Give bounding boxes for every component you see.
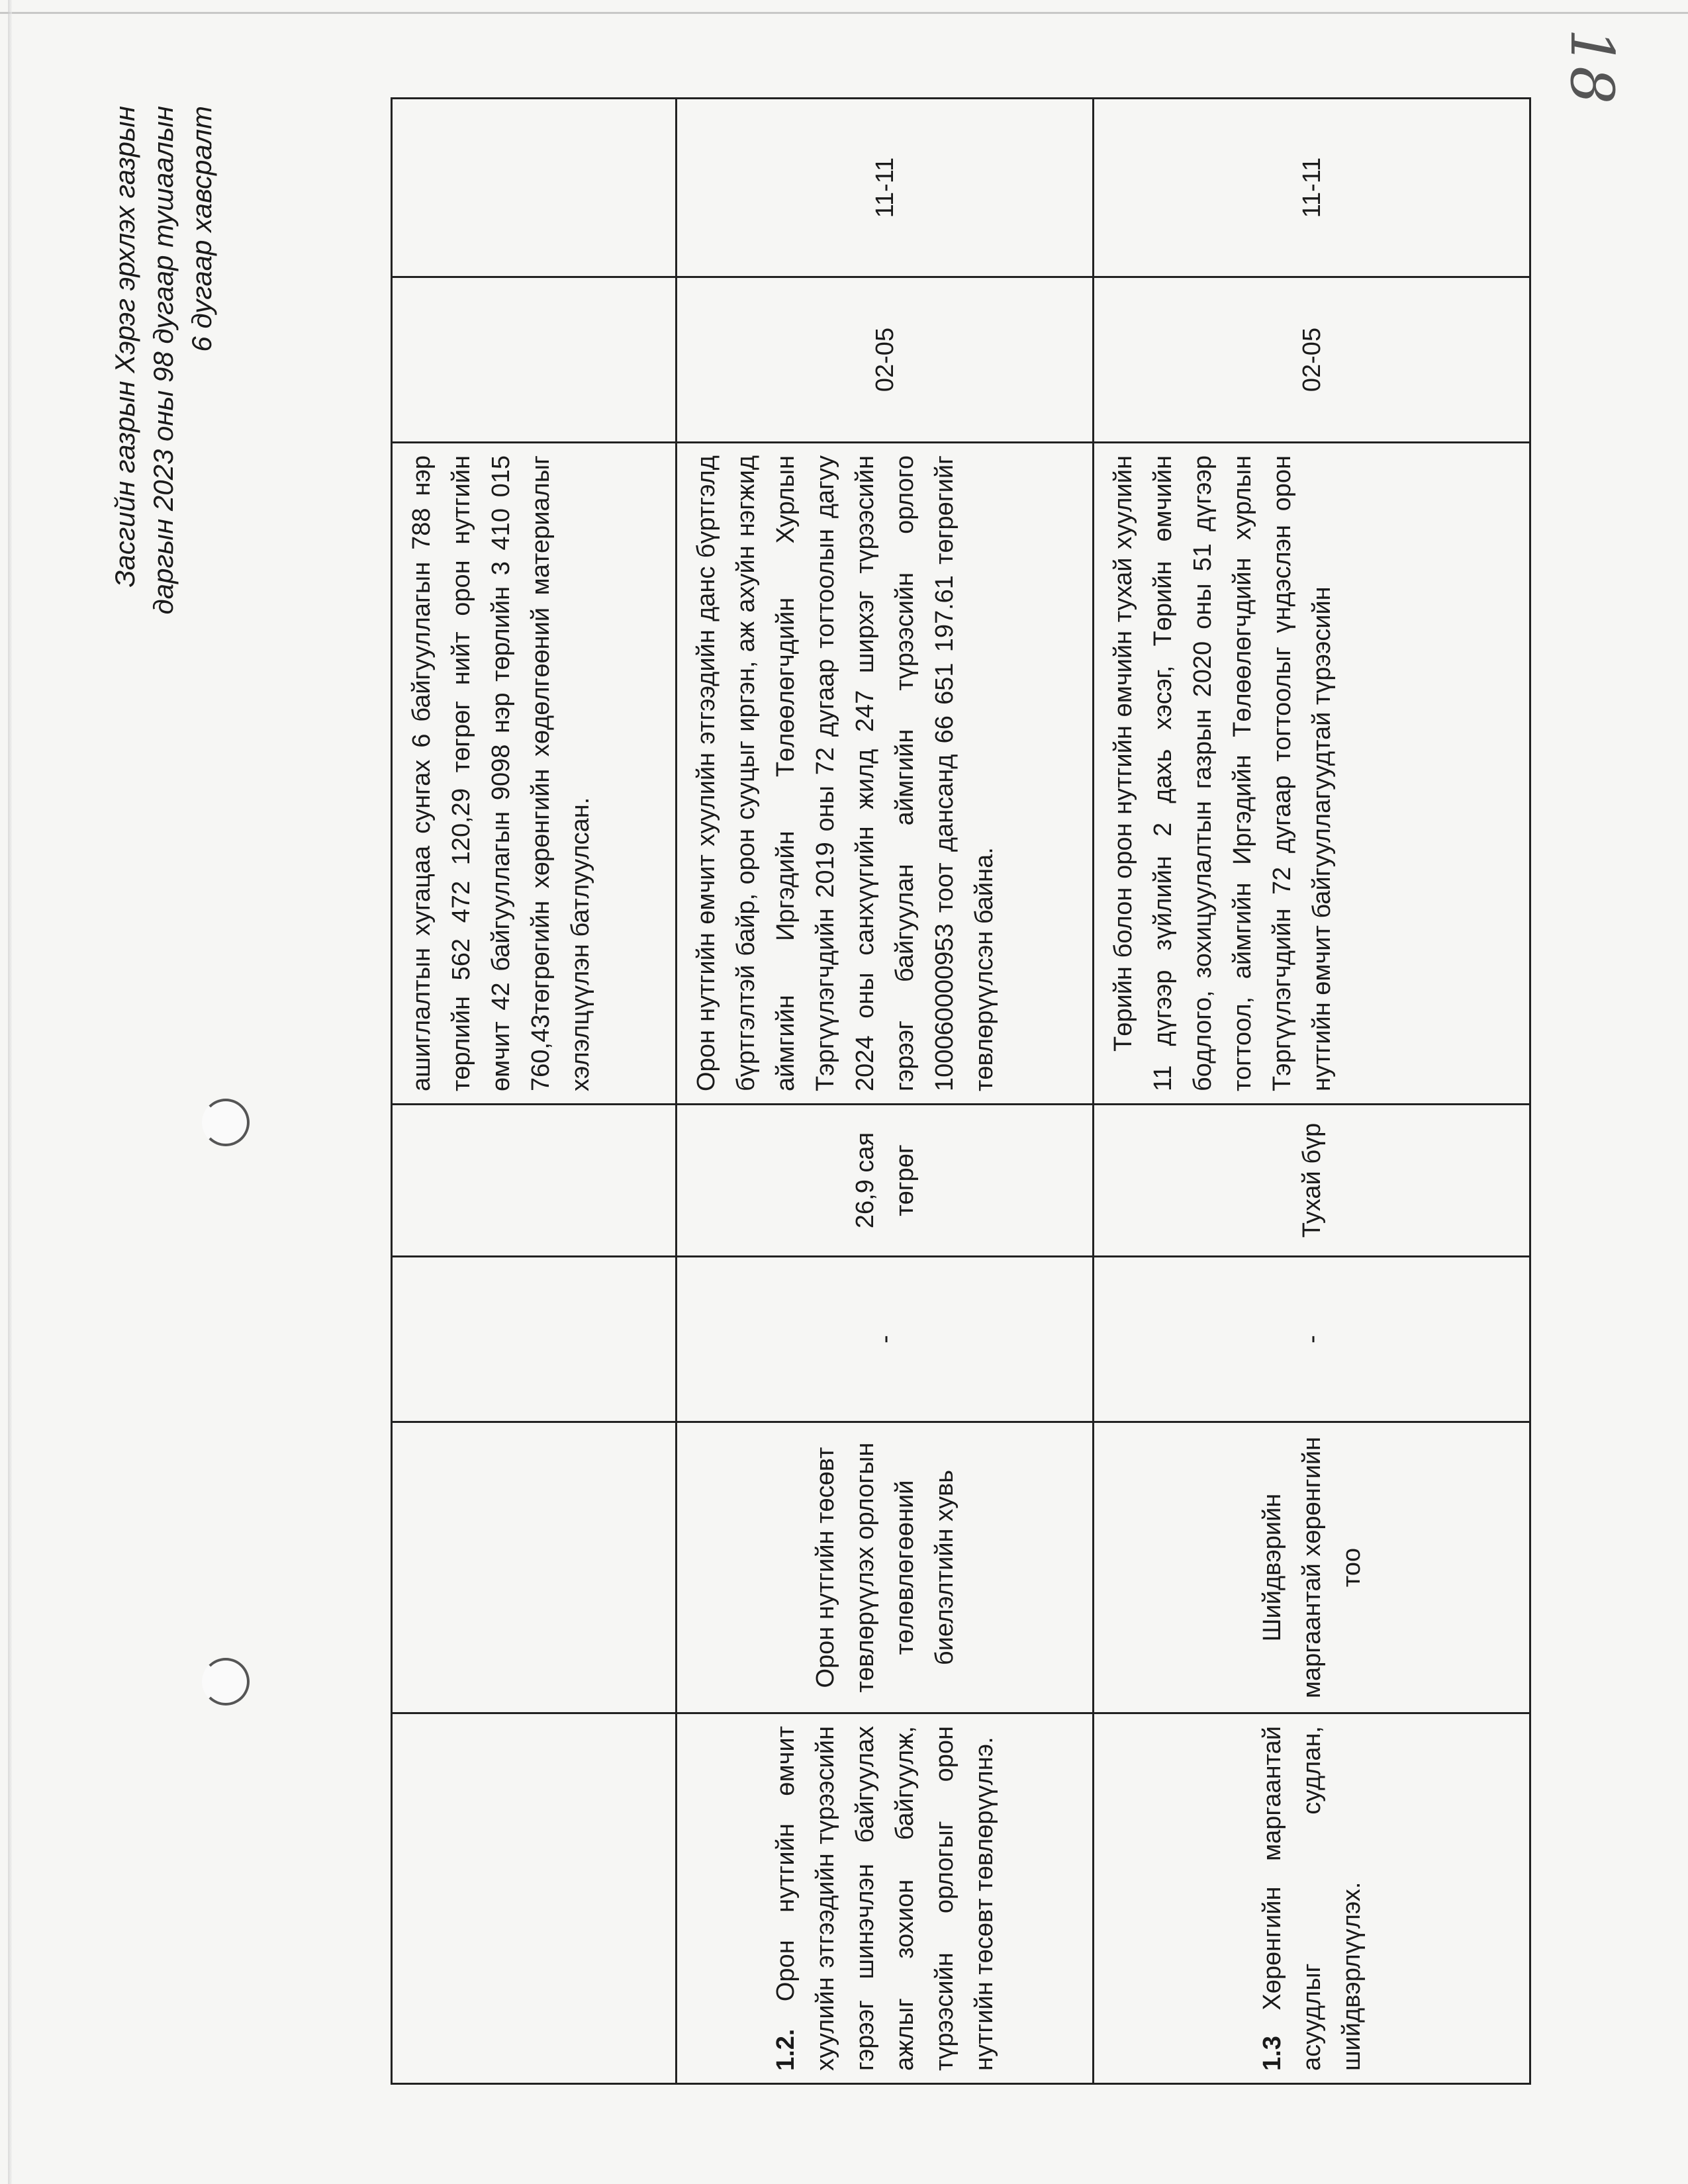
handwritten-page-number: 18 [1557, 28, 1627, 105]
target-cell [392, 1105, 677, 1257]
result-cell [1094, 443, 1530, 1105]
number-cell: 11-11 [677, 99, 1094, 277]
document-header [106, 106, 221, 1231]
baseline-cell: - [1094, 1257, 1530, 1422]
task-cell [392, 1713, 677, 2084]
number-cell: 11-11 [1094, 99, 1530, 277]
header-line-1: Засгийн газрын Хэрэг эрхлэх газрын [109, 106, 140, 588]
header-line-2: даргын 2023 оны 98 дугаар тушаалын [148, 106, 179, 615]
indicator-cell: Орон нутгийн төсөвт төвлөрүүлэх орлогын төлөвлөгөөний биелэлтийн хувь [677, 1422, 1094, 1713]
baseline-cell: - [677, 1257, 1094, 1422]
report-table [391, 97, 1531, 2085]
target-cell: 26,9 сая төгрөг [677, 1105, 1094, 1257]
code-cell [392, 277, 677, 443]
code-cell: 02-05 [1094, 277, 1530, 443]
table-row [677, 99, 1094, 2084]
code-cell: 02-05 [677, 277, 1094, 443]
number-cell [392, 99, 677, 277]
task-cell: 1.3 Хөрөнгийн маргаантай асуудлыг судлан, шийдвэрлүүлэх. [1094, 1713, 1530, 2084]
target-cell: Тухай бүр [1094, 1105, 1530, 1257]
baseline-cell [392, 1257, 677, 1422]
result-cell: Орон нутгийн өмчит хуулийн этгээдийн данс бүртгэлд бүртгэлтэй байр, орон сууцыг иргэн, аж ахуйн нэгжид аймгийн Иргэдийн Төлөөлөгчдийн Хурлын Тэргүүлэгчдийн 2019 оны 72 дугаар тогтоолын дагуу 2024 оны санхүүгийн жилд 247 ширхэг түрээсийн гэрээг байгуулан аймгийн түрээсийн орлого 100060000953 тоот дансанд 66 651 197.61 төгрөгийг төвлөрүүлсэн байна. [677, 443, 1094, 1105]
result-text: Төрийн болон орон нутгийн өмчийн тухай хуулийн 11 дүгээр зүйлийн 2 дахь хэсэг, Төрийн өмчийн бодлого, зохицуулалтын газрын 2020 оны 51 дүгээр тогтоол, аймгийн Иргэдийн Төлөөлөгчдийн хурлын Тэргүүлэгчдийн 72 дугаар тогтоолыг үндэслэн орон нутгийн өмчит байгууллагуудтай түрээсийн [1109, 455, 1336, 1091]
header-line-3: 6 дугаар хавсралт [186, 106, 217, 352]
task-cell: 1.2. Орон нутгийн өмчит хуулийн этгээдийн түрээсийн гэрээг шинэчлэн байгуулах ажлыг зохион байгуулж, түрээсийн орлогыг орон нутгийн төсөвт төвлөрүүлнэ. [677, 1713, 1094, 2084]
indicator-cell [392, 1422, 677, 1713]
table-row [1094, 99, 1530, 2084]
result-cell: ашиглалтын хугацаа сунгах 6 байгууллагын 788 нэр төрлийн 562 472 120,29 төгрөг нийт орон нутгийн өмчит 42 байгууллагын 9098 нэр төрлийн 3 410 015 760,43төгрөгийн хөрөнгийн хөдөлгөөний материалыг хэлэлцүүлэн батлуулсан. [392, 443, 677, 1105]
indicator-cell: Шийдвэрийн маргаантай хөрөнгийн тоо [1094, 1422, 1530, 1713]
table-row [392, 99, 677, 2084]
